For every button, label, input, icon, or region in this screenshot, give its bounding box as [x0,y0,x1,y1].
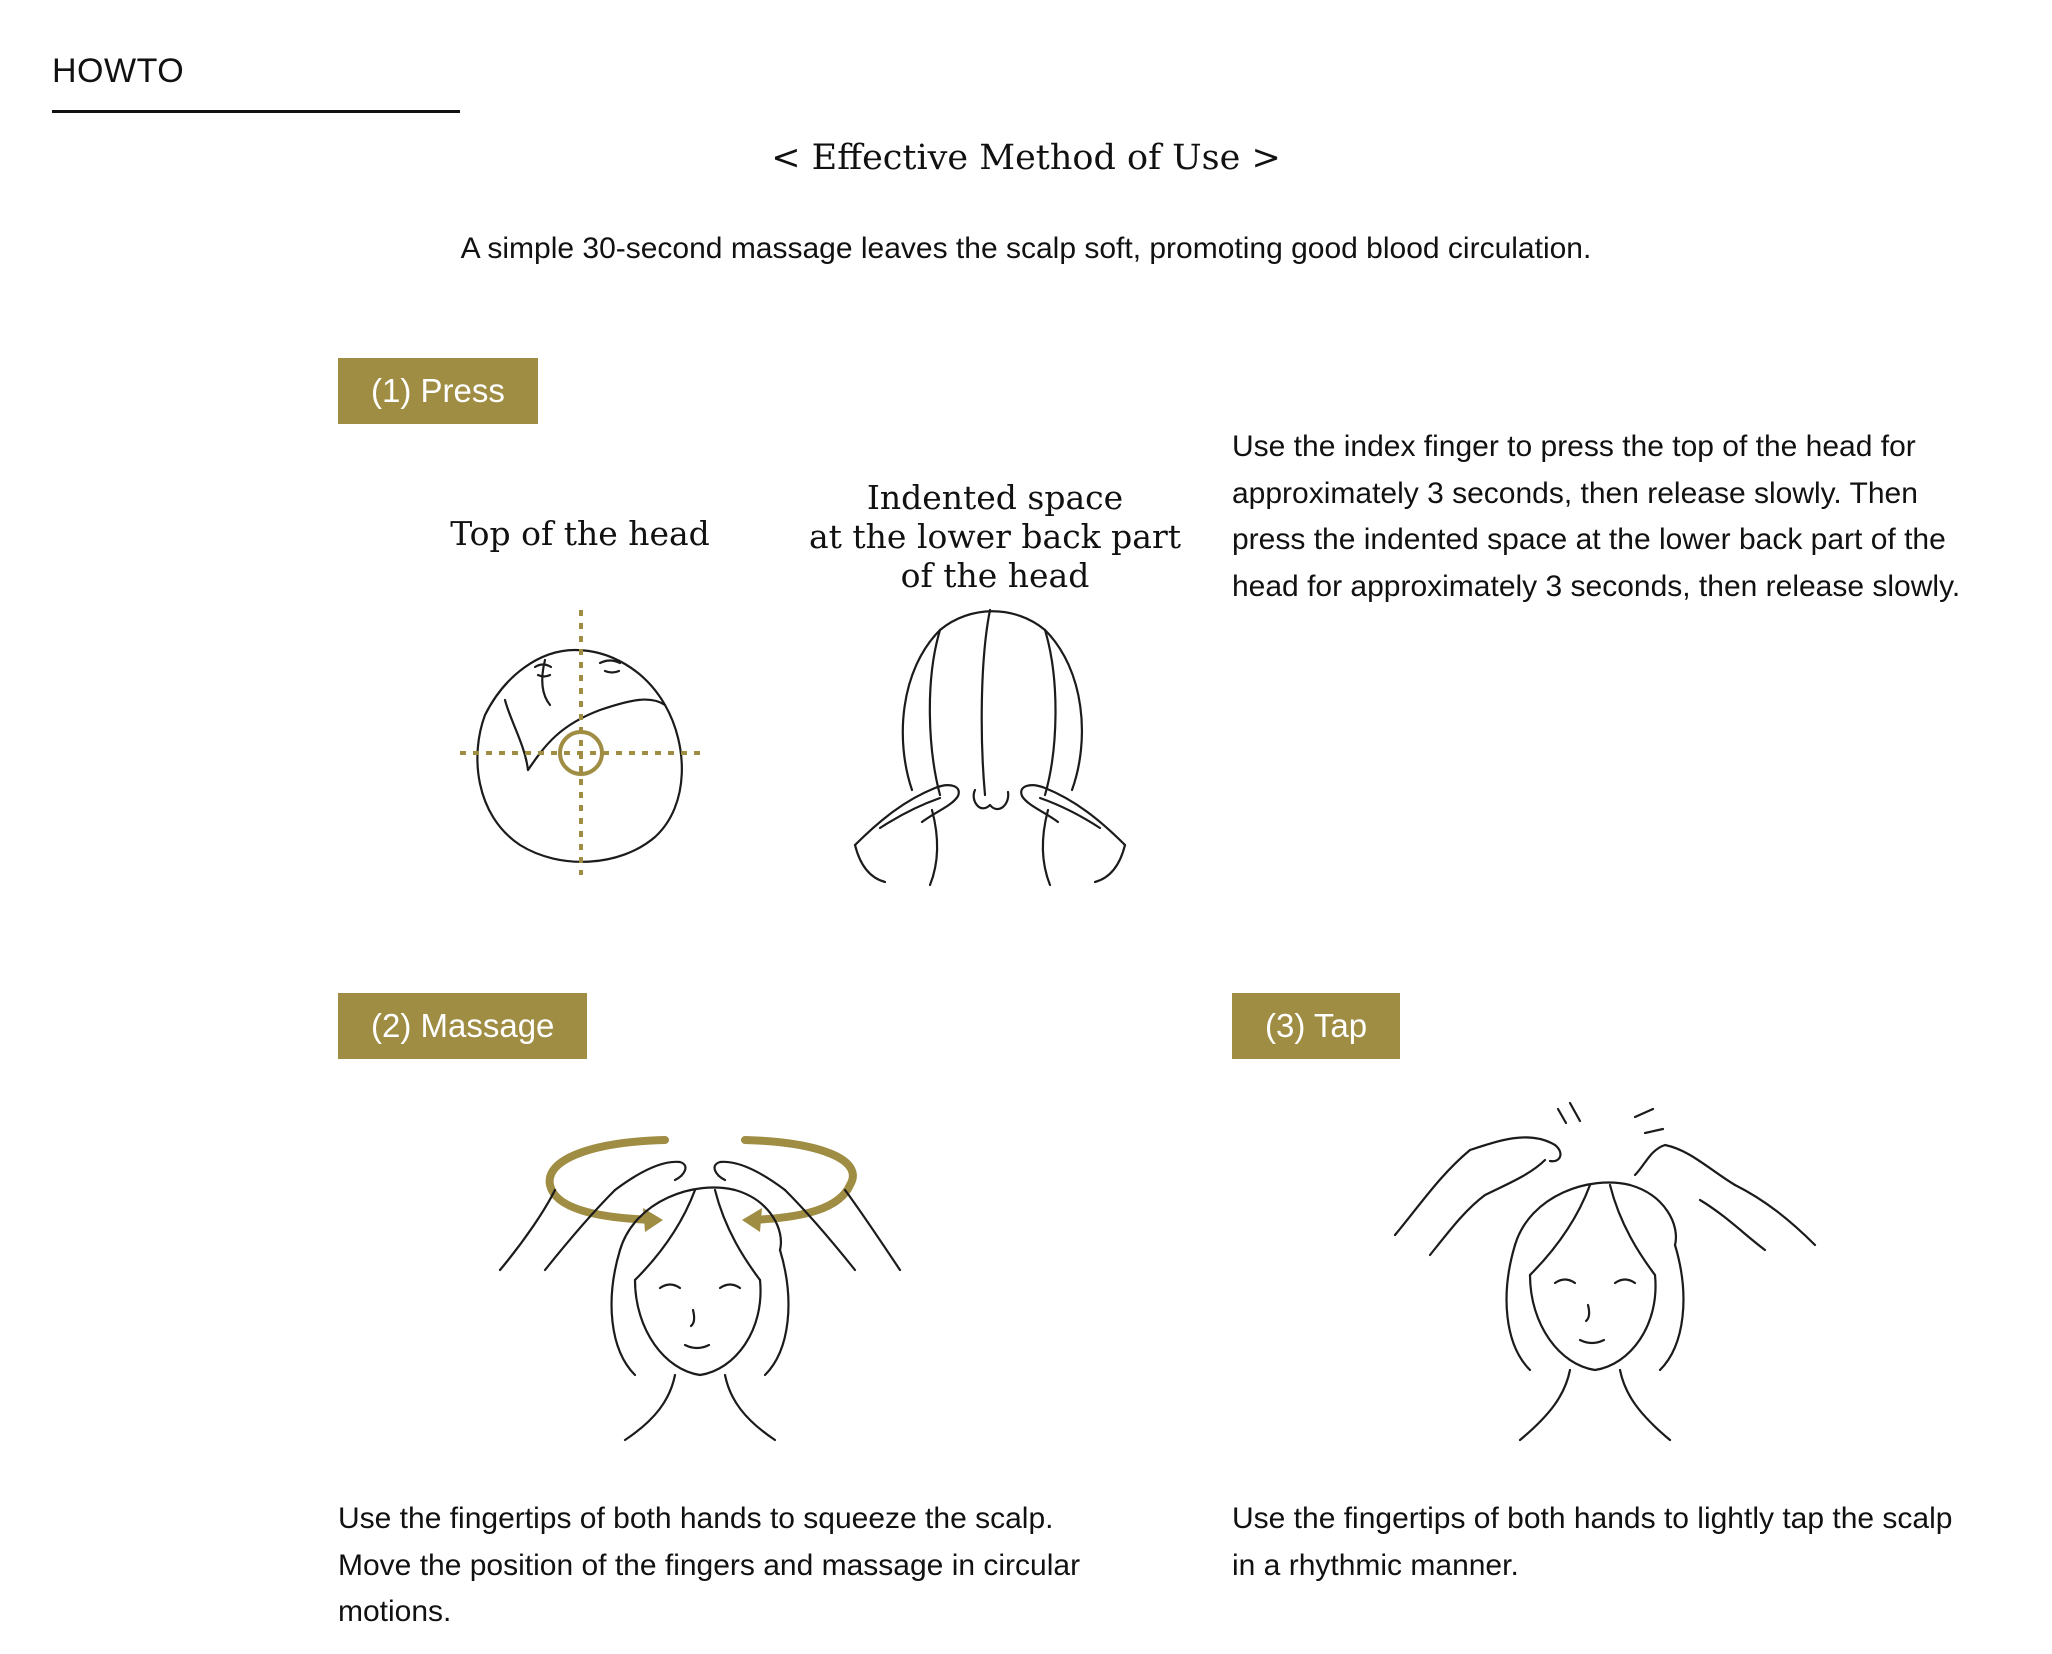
head-back-view-icon [840,600,1140,900]
label-indented-space [790,478,1200,595]
section-divider [52,110,460,113]
step-1-badge: (1) Press [338,358,538,424]
head-top-view-icon [450,605,710,885]
step-3-badge: (3) Tap [1232,993,1400,1059]
step-2-badge: (2) Massage [338,993,587,1059]
page-subtitle: A simple 30-second massage leaves the scalp soft, promoting good blood circulation. [460,232,1592,265]
massage-illustration-icon [495,1130,905,1450]
step-3-description: Use the fingertips of both hands to lightly tap the scalp in a rhythmic manner. [1232,1502,1953,1582]
step-2-description: Use the fingertips of both hands to squeeze the scalp. Move the position of the fingers and massage in circular motions. [338,1502,1081,1628]
tap-illustration-icon [1390,1095,1820,1450]
label-top-of-head: Top of the head [450,514,710,553]
section-label: HOWTO [52,52,185,90]
label-indented-line-1: Indented space [866,478,1124,517]
page-title: < Effective Method of Use > [771,138,1281,178]
label-indented-line-2: at the lower back part [808,517,1182,556]
step-1-description: Use the index finger to press the top of the head for approximately 3 seconds, then release slowly. Then press the indented space at the lower back part of the head for approximately 3 seconds, then release slowly. [1232,430,1961,603]
label-indented-line-3: of the head [900,556,1090,595]
